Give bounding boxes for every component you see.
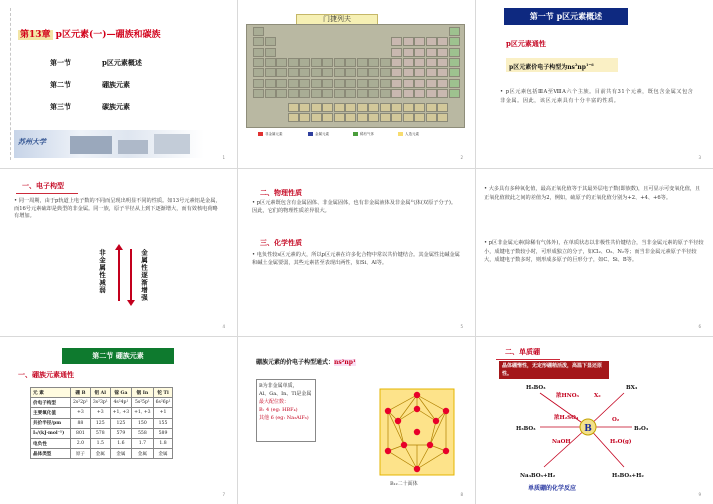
- element-cell: [334, 58, 345, 67]
- element-cell: [426, 79, 437, 88]
- element-cell: [391, 48, 402, 57]
- svg-text:H₂O(g): H₂O(g): [610, 439, 632, 445]
- element-cell: [345, 68, 356, 77]
- down-arrow-icon: [130, 249, 132, 301]
- body-text: • p区元素既包含有金属固体、非金属固体，也有非金属液体及非金属气体(双原子分子)。因此，它们的物理性质差异很大。: [252, 200, 457, 215]
- chapter-title: 第13章 p区元素(一)—硼族和碳族: [20, 30, 161, 40]
- element-cell: [380, 113, 391, 122]
- body-text: • 同一周期，由于p轨道上电子数的不同而呈现出明显不同的性质。如13号元素铝是金属，而16号元素硫却是典型的非金属。同一族，原子半径从上到下逐渐增大，而有效核电荷略有增加。: [14, 198, 221, 219]
- legend-swatch: [353, 132, 358, 136]
- element-cell: [449, 68, 460, 77]
- table-cell: +1: [153, 408, 173, 418]
- element-cell: [334, 89, 345, 98]
- table-cell: 1.6: [110, 438, 131, 448]
- table-cell: 6s²6p¹: [153, 398, 173, 408]
- legend-item: 金属元素: [308, 132, 329, 137]
- table-row: [31, 449, 173, 459]
- element-cell: [288, 89, 299, 98]
- table-cell: 价电子构型: [31, 398, 71, 408]
- element-cell: [414, 89, 425, 98]
- svg-text:X₂: X₂: [594, 393, 601, 399]
- table-cell: 1.5: [90, 438, 110, 448]
- element-cell: [449, 37, 460, 46]
- legend-swatch: [308, 132, 313, 136]
- table-cell: +3: [71, 408, 91, 418]
- element-cell: [414, 58, 425, 67]
- legend-item: 人造元素: [398, 132, 419, 137]
- element-cell: [322, 79, 333, 88]
- element-cell: [357, 68, 368, 77]
- element-cell: [414, 113, 425, 122]
- body-text: • 大多具有多种氧化值，最高正氧化值等于其最外层电子数(即族数)，且可显示可变氧化值，且正氧化值彼此之间的差值为2，例如，硫原子的正氧化值分别为+2、+4、+6等。: [484, 186, 701, 201]
- table-cell: 125: [90, 418, 110, 428]
- svg-text:NaOH: NaOH: [552, 439, 571, 445]
- toc-row: 第二节 硼族元素: [50, 80, 130, 89]
- table-row: [31, 408, 173, 418]
- element-cell: [345, 79, 356, 88]
- element-cell: [311, 113, 322, 122]
- element-cell: [403, 79, 414, 88]
- element-cell: [334, 103, 345, 112]
- properties-table: [30, 387, 173, 459]
- element-cell: [437, 58, 448, 67]
- element-cell: [391, 103, 402, 112]
- table-cell: 2s²2p¹: [71, 398, 91, 408]
- element-cell: [345, 113, 356, 122]
- table-cell: 主要氧化值: [31, 408, 71, 418]
- legend-item: 稀有气体: [353, 132, 374, 137]
- table-cell: 3s²3p¹: [90, 398, 110, 408]
- key-point-box: p区元素价电子构型为$ns^2np^{1\sim 6}$: [506, 58, 618, 72]
- element-cell: [368, 113, 379, 122]
- slide-6[interactable]: [476, 169, 713, 337]
- table-cell: 晶体类型: [31, 449, 71, 459]
- element-cell: [414, 37, 425, 46]
- table-cell: 镓 Ga: [110, 388, 131, 398]
- page-number: 2: [460, 155, 463, 160]
- element-cell: [449, 48, 460, 57]
- element-cell: [403, 37, 414, 46]
- element-cell: [357, 113, 368, 122]
- element-cell: [426, 103, 437, 112]
- diagram-caption: B₁₂二十面体: [390, 481, 418, 487]
- element-cell: [403, 68, 414, 77]
- toc-row: 第三节 碳族元素: [50, 102, 130, 111]
- element-cell: [334, 79, 345, 88]
- element-cell: [253, 89, 264, 98]
- diagram-caption: 单质硼的化学反应: [528, 485, 577, 492]
- element-cell: [449, 79, 460, 88]
- element-cell: [288, 113, 299, 122]
- element-cell: [345, 103, 356, 112]
- element-cell: [414, 79, 425, 88]
- section-heading: 一、电子构型: [22, 181, 64, 190]
- element-cell: [437, 89, 448, 98]
- svg-text:H₃BO₃: H₃BO₃: [526, 385, 546, 391]
- element-cell: [253, 79, 264, 88]
- page-number: 3: [698, 155, 701, 160]
- slide-8[interactable]: [238, 337, 475, 504]
- element-cell: [380, 58, 391, 67]
- page-number: 4: [222, 324, 225, 329]
- page-number: 5: [460, 324, 463, 329]
- element-cell: [265, 79, 276, 88]
- element-cell: [276, 68, 287, 77]
- element-cell: [311, 103, 322, 112]
- table-cell: 电负性: [31, 438, 71, 448]
- table-cell: 铊 Tl: [153, 388, 173, 398]
- section-heading: 一、硼族元素通性: [18, 370, 74, 379]
- element-cell: [391, 89, 402, 98]
- key-point-box: 晶体硼惰性，无定形硼稍活泼，高温下显还原性。: [499, 361, 609, 379]
- element-cell: [437, 113, 448, 122]
- legend-swatch: [398, 132, 403, 136]
- element-cell: [368, 79, 379, 88]
- element-cell: [368, 89, 379, 98]
- university-banner: [14, 130, 204, 158]
- table-cell: 1.8: [153, 438, 173, 448]
- element-cell: [253, 48, 264, 57]
- element-cell: [253, 27, 264, 36]
- table-cell: 558: [132, 428, 153, 438]
- element-cell: [334, 113, 345, 122]
- element-cell: [437, 37, 448, 46]
- element-cell: [265, 89, 276, 98]
- svg-text:H₃BO₃+H₂: H₃BO₃+H₂: [612, 473, 644, 479]
- element-cell: [357, 103, 368, 112]
- slide-1[interactable]: [0, 0, 237, 168]
- table-cell: 硼 B: [71, 388, 91, 398]
- table-cell: 1.7: [132, 438, 153, 448]
- svg-text:Na₃BO₃+H₂: Na₃BO₃+H₂: [520, 473, 556, 479]
- element-cell: [288, 79, 299, 88]
- building-image: [154, 134, 190, 154]
- element-cell: [368, 103, 379, 112]
- reaction-diagram: [514, 381, 664, 481]
- trend-label: 金属性逐渐增强: [140, 249, 148, 302]
- element-cell: [437, 68, 448, 77]
- slide-7[interactable]: [0, 337, 237, 504]
- element-cell: [414, 48, 425, 57]
- table-row: [31, 428, 173, 438]
- table-cell: 原子: [71, 449, 91, 459]
- legend-item: 非金属元素: [258, 132, 283, 137]
- element-cell: [368, 68, 379, 77]
- table-cell: 801: [71, 428, 91, 438]
- table-cell: 150: [132, 418, 153, 428]
- section-heading: 二、物理性质: [260, 188, 302, 197]
- table-cell: +1, +3: [110, 408, 131, 418]
- element-cell: [288, 103, 299, 112]
- slide-9[interactable]: [476, 337, 713, 504]
- element-cell: [426, 68, 437, 77]
- element-cell: [437, 48, 448, 57]
- element-cell: [322, 58, 333, 67]
- table-cell: 578: [90, 428, 110, 438]
- element-cell: [322, 68, 333, 77]
- element-cell: [288, 68, 299, 77]
- element-cell: [253, 58, 264, 67]
- table-cell: 2.0: [71, 438, 91, 448]
- element-cell: [311, 68, 322, 77]
- table-header: 门捷列夫: [296, 14, 378, 25]
- slide-title: 硼族元素的价电子构型通式：ns²np¹: [256, 359, 356, 366]
- element-cell: [380, 103, 391, 112]
- table-cell: +3: [90, 408, 110, 418]
- element-cell: [276, 89, 287, 98]
- table-row: [31, 438, 173, 448]
- element-cell: [391, 37, 402, 46]
- section-header: 第二节 硼族元素: [62, 348, 174, 364]
- element-cell: [311, 89, 322, 98]
- element-cell: [288, 58, 299, 67]
- info-box: B为非金属单质， Al、Ga、In、Tl是金属 最大配位数： B: 4 (eg: HBF₄) 其他 6 (eg: Na₃AlF₆): [256, 379, 316, 442]
- university-logo: 苏州大学: [18, 137, 46, 146]
- element-cell: [322, 103, 333, 112]
- element-cell: [403, 89, 414, 98]
- element-cell: [299, 113, 310, 122]
- element-cell: [380, 68, 391, 77]
- section-heading: 二、单质硼: [505, 347, 540, 356]
- element-cell: [414, 103, 425, 112]
- section-subtitle: p区元素通性: [506, 39, 546, 48]
- element-cell: [403, 58, 414, 67]
- section-header: 第一节 p区元素概述: [504, 8, 628, 25]
- element-cell: [357, 79, 368, 88]
- table-row: [31, 398, 173, 408]
- element-cell: [380, 89, 391, 98]
- element-cell: [265, 37, 276, 46]
- table-cell: I₁/(kJ·mol⁻¹): [31, 428, 71, 438]
- element-cell: [299, 68, 310, 77]
- legend-swatch: [258, 132, 263, 136]
- page-number: 9: [698, 492, 701, 497]
- page-number: 8: [460, 492, 463, 497]
- table-cell: 金属: [110, 449, 131, 459]
- svg-text:B₂O₃: B₂O₃: [634, 426, 649, 432]
- element-cell: [449, 89, 460, 98]
- element-cell: [253, 68, 264, 77]
- svg-text:H₃BO₃: H₃BO₃: [516, 426, 536, 432]
- element-cell: [437, 79, 448, 88]
- table-cell: +1, +3: [132, 408, 153, 418]
- slide-4[interactable]: [0, 169, 237, 337]
- element-cell: [276, 79, 287, 88]
- up-arrow-icon: [118, 249, 120, 301]
- slide-3[interactable]: [476, 0, 713, 168]
- element-cell: [322, 89, 333, 98]
- element-cell: [311, 58, 322, 67]
- element-cell: [299, 79, 310, 88]
- element-cell: [391, 68, 402, 77]
- body-text: • p区非金属元素(除稀有气体外)，在单质状态以非极性共价键结合，当非金属元素的原子半径较小，成键电子数较小时，可形成独立的分子，如Cl₂、O₂、N₂等；而当非金属元素原子半径较大，成键电子数多时，则形成多原子的巨形分子，如C、Si、B等。: [484, 240, 704, 264]
- trend-label: 非金属性减弱: [98, 249, 106, 294]
- element-cell: [426, 48, 437, 57]
- table-cell: 金属: [132, 449, 153, 459]
- section-heading: 三、化学性质: [260, 238, 302, 247]
- table-cell: 88: [71, 418, 91, 428]
- table-cell: 金属: [90, 449, 110, 459]
- slide-5[interactable]: [238, 169, 475, 337]
- table-row: [31, 388, 173, 398]
- element-cell: [311, 79, 322, 88]
- element-cell: [426, 58, 437, 67]
- table-cell: 579: [110, 428, 131, 438]
- page-number: 7: [222, 492, 225, 497]
- element-cell: [345, 89, 356, 98]
- element-cell: [299, 89, 310, 98]
- element-cell: [368, 58, 379, 67]
- element-cell: [265, 58, 276, 67]
- element-cell: [322, 113, 333, 122]
- element-cell: [426, 89, 437, 98]
- periodic-table: [246, 24, 465, 128]
- svg-text:浓H₂SO₄: 浓H₂SO₄: [554, 415, 579, 421]
- element-cell: [449, 58, 460, 67]
- icosahedron-diagram: [378, 387, 456, 477]
- element-cell: [299, 103, 310, 112]
- element-cell: [391, 113, 402, 122]
- table-cell: 铝 Al: [90, 388, 110, 398]
- element-cell: [403, 103, 414, 112]
- table-cell: 金属: [153, 449, 173, 459]
- element-cell: [437, 103, 448, 112]
- page-number: 6: [698, 324, 701, 329]
- element-cell: [403, 113, 414, 122]
- element-cell: [345, 58, 356, 67]
- element-cell: [253, 37, 264, 46]
- table-row: [31, 418, 173, 428]
- element-cell: [276, 58, 287, 67]
- element-cell: [265, 68, 276, 77]
- element-cell: [414, 68, 425, 77]
- element-cell: [426, 37, 437, 46]
- element-cell: [357, 58, 368, 67]
- element-cell: [357, 89, 368, 98]
- svg-text:BX₃: BX₃: [626, 385, 638, 391]
- body-text: • 电负性较s区元素的大，所以p区元素在许多化合物中常以共价键结合。其金属性比碱金属和碱土金属要弱，其些元素甚至表现出两性，如Si、Al等。: [252, 252, 460, 267]
- element-cell: [265, 48, 276, 57]
- table-cell: 铟 In: [132, 388, 153, 398]
- table-cell: 4s²4p¹: [110, 398, 131, 408]
- element-cell: [403, 48, 414, 57]
- center-label: B: [584, 424, 592, 434]
- toc-row: 第一节 p区元素概述: [50, 58, 142, 67]
- table-cell: 155: [153, 418, 173, 428]
- svg-text:O₂: O₂: [612, 417, 620, 423]
- element-cell: [391, 79, 402, 88]
- table-cell: 125: [110, 418, 131, 428]
- element-cell: [380, 79, 391, 88]
- element-cell: [426, 113, 437, 122]
- element-cell: [334, 68, 345, 77]
- body-text: • p区元素包括ⅢA至ⅧA六个主族。目前共有31个元素，既包含金属又包含非金属。因此，该区元素具有十分丰富的性质。: [500, 89, 694, 104]
- table-cell: 共价半径/pm: [31, 418, 71, 428]
- svg-text:浓HNO₃: 浓HNO₃: [556, 393, 579, 399]
- building-image: [118, 140, 148, 154]
- table-cell: 589: [153, 428, 173, 438]
- element-cell: [299, 58, 310, 67]
- element-cell: [449, 27, 460, 36]
- building-image: [70, 136, 112, 154]
- slide-2[interactable]: [238, 0, 475, 168]
- page-number: 1: [222, 155, 225, 160]
- table-cell: 5s²5p¹: [132, 398, 153, 408]
- element-cell: [391, 58, 402, 67]
- table-cell: 元 素: [31, 388, 71, 398]
